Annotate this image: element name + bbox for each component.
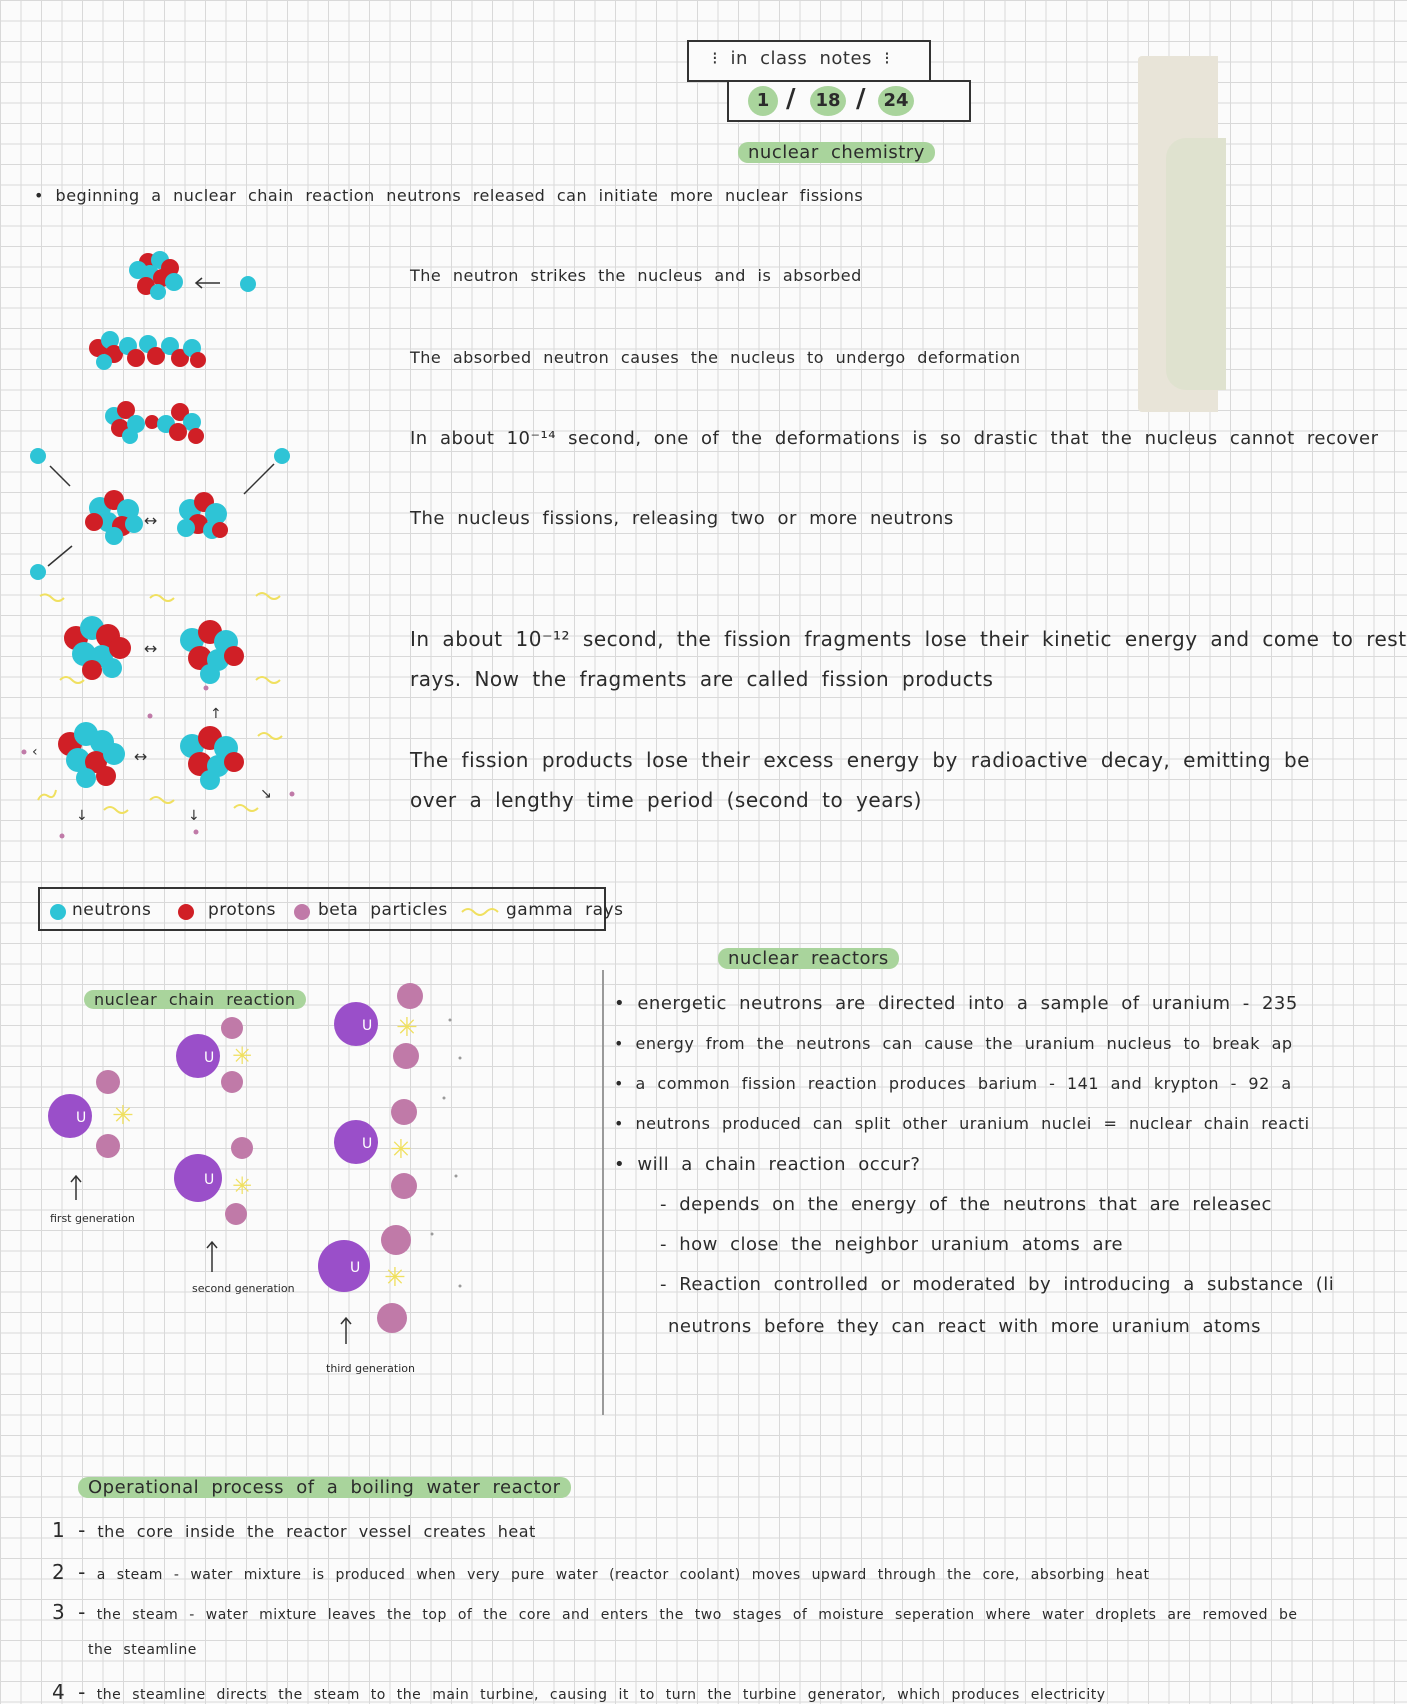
step-5: In about 10⁻¹² second, the fission fragments lose their kinetic energy and come to rest	[410, 627, 1407, 651]
product-left-6	[58, 722, 125, 788]
label-first-generation: first generation	[50, 1212, 135, 1225]
svg-text:✳: ✳	[232, 1172, 253, 1200]
reactor-sub-2: - how close the neighbor uranium atoms are	[660, 1234, 1124, 1255]
date-slash-2: /	[856, 84, 866, 114]
svg-text:U: U	[76, 1110, 87, 1126]
reactor-bullet-3: • a common fission reaction produces barium - 141 and krypton - 92 a	[614, 1074, 1292, 1093]
bwr-item-3-cont: the steamline	[88, 1642, 197, 1658]
step-2: The absorbed neutron causes the nucleus to undergo deformation	[410, 348, 1021, 367]
svg-text:✳: ✳	[396, 1013, 418, 1043]
reactor-sub-3: - Reaction controlled or moderated by introducing a substance (li	[660, 1274, 1335, 1295]
svg-text:U: U	[362, 1136, 373, 1152]
bwr-item-4: 4 - the steamline directs the steam to the main turbine, causing it to turn the turbine generator, which produces electricity	[52, 1680, 1106, 1704]
step-6-cont: over a lengthy time period (second to years)	[410, 788, 922, 812]
fragment-right-5	[180, 620, 244, 684]
reactors-title: nuclear reactors	[718, 948, 899, 969]
incoming-neutron	[240, 276, 256, 292]
legend-proton-dot	[178, 904, 194, 920]
svg-text:‹: ‹	[32, 744, 38, 760]
svg-text:↔: ↔	[144, 639, 158, 658]
svg-text:✳: ✳	[384, 1263, 406, 1293]
svg-text:U: U	[204, 1050, 215, 1066]
svg-text:↑: ↑	[210, 706, 222, 722]
date-month: 1	[748, 86, 778, 116]
svg-text:✳: ✳	[232, 1042, 253, 1070]
fragment-right-4	[177, 492, 228, 539]
svg-text:U: U	[350, 1260, 361, 1276]
label-second-generation: second generation	[192, 1282, 295, 1295]
svg-text:↔: ↔	[134, 747, 148, 766]
reactor-bullet-1: • energetic neutrons are directed into a sample of uranium - 235	[614, 993, 1298, 1014]
legend-beta: beta particles	[318, 900, 448, 920]
svg-text:U: U	[362, 1018, 373, 1034]
nucleus-1	[129, 251, 183, 300]
reactor-bullet-4: • neutrons produced can split other uranium nuclei = nuclear chain reacti	[614, 1114, 1310, 1133]
fission-diagram	[20, 240, 340, 840]
step-3: In about 10⁻¹⁴ second, one of the deformations is so drastic that the nucleus cannot recover	[410, 428, 1379, 449]
chain-reaction-diagram	[40, 980, 480, 1380]
reactor-bullet-2: • energy from the neutrons can cause the uranium nucleus to break ap	[614, 1034, 1293, 1053]
fragment-left-4	[85, 490, 143, 545]
bwr-item-3: 3 - the steam - water mixture leaves the top of the core and enters the two stages of moisture seperation where water droplets are removed be	[52, 1600, 1298, 1624]
column-divider	[602, 970, 604, 1415]
bwr-item-1: 1 - the core inside the reactor vessel creates heat	[52, 1518, 536, 1542]
class-notes-label: ⁝ in class notes ⁝	[712, 48, 891, 69]
intro-bullet: • beginning a nuclear chain reaction neutrons released can initiate more nuclear fissions	[34, 186, 864, 205]
date-year: 24	[878, 86, 914, 116]
svg-text:✳: ✳	[112, 1101, 134, 1131]
step-5-cont: rays. Now the fragments are called fission products	[410, 667, 994, 691]
step-6: The fission products lose their excess energy by radioactive decay, emitting be	[410, 748, 1310, 772]
legend-beta-dot	[294, 904, 310, 920]
nucleus-3	[105, 401, 204, 444]
page-title: nuclear chemistry	[738, 142, 935, 163]
nucleus-2	[89, 331, 206, 370]
chain-title: nuclear chain reaction	[84, 990, 306, 1009]
reactor-sub-1: - depends on the energy of the neutrons that are releasec	[660, 1194, 1272, 1215]
reactor-sub-3-cont: neutrons before they can react with more uranium atoms	[668, 1316, 1262, 1337]
date-day: 18	[810, 86, 846, 116]
uranium-gen2-top	[176, 1034, 220, 1078]
legend-gamma: gamma rays	[506, 900, 624, 920]
svg-text:↓: ↓	[76, 808, 88, 824]
bwr-item-2: 2 - a steam - water mixture is produced when very pure water (reactor coolant) moves upward through the core, absorbing heat	[52, 1560, 1150, 1584]
fragment-left-5	[64, 616, 131, 680]
legend-gamma-squiggle	[460, 905, 500, 919]
svg-text:U: U	[204, 1172, 215, 1188]
legend-neutron-dot	[50, 904, 66, 920]
svg-text:↘: ↘	[260, 786, 272, 802]
uranium-gen1	[48, 1094, 92, 1138]
step-4: The nucleus fissions, releasing two or more neutrons	[410, 508, 954, 529]
svg-text:↓: ↓	[188, 808, 200, 824]
reactor-bullet-5: • will a chain reaction occur?	[614, 1154, 921, 1175]
svg-text:✳: ✳	[390, 1135, 412, 1165]
sticky-note-inner	[1166, 138, 1226, 390]
label-third-generation: third generation	[326, 1362, 415, 1375]
product-right-6	[180, 726, 244, 790]
uranium-gen3	[318, 1002, 378, 1292]
legend-neutrons: neutrons	[72, 900, 152, 920]
step-1: The neutron strikes the nucleus and is absorbed	[410, 266, 862, 285]
legend-protons: protons	[208, 900, 277, 920]
uranium-gen2-bottom	[174, 1154, 222, 1202]
bwr-title: Operational process of a boiling water reactor	[78, 1477, 571, 1498]
date-slash-1: /	[786, 84, 796, 114]
svg-text:↔: ↔	[144, 511, 158, 530]
